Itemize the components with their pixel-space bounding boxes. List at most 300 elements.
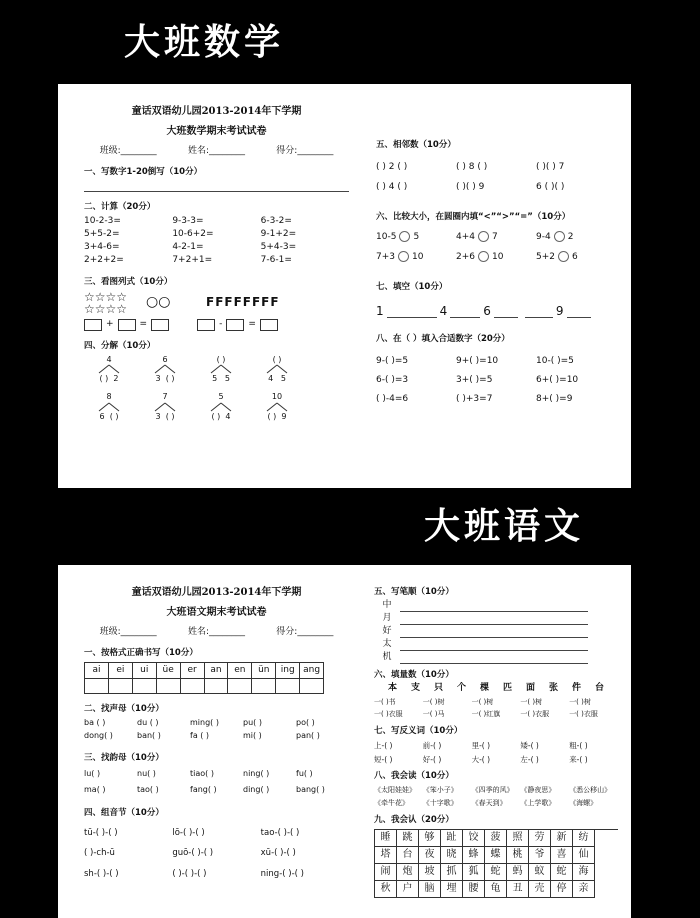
tree-number: 8 <box>106 391 112 401</box>
adjacent-numbers <box>376 158 616 198</box>
finals-row <box>84 766 349 782</box>
measure-item[interactable]: 一( )树 <box>569 698 591 707</box>
reading-list <box>374 784 618 809</box>
finals-item[interactable]: nu( ) <box>137 768 156 778</box>
character-cell: 狐 <box>463 864 485 881</box>
initials-item[interactable]: du ( ) <box>137 717 159 727</box>
character-cell: 壳 <box>529 881 551 898</box>
finals-item[interactable]: ding( ) <box>243 784 270 794</box>
antonym-item[interactable]: 左-( ) <box>520 754 539 764</box>
antonym-item[interactable]: 前-( ) <box>422 741 442 751</box>
fill-item[interactable]: 10-( )=5 <box>536 356 574 367</box>
number-tree <box>84 392 134 421</box>
adjacent-item[interactable]: ( ) 8 ( ) <box>456 162 488 173</box>
initials-item[interactable]: pu( ) <box>243 717 262 727</box>
calc-item: 9-1+2= <box>260 229 297 240</box>
measure-item[interactable]: 一( )树 <box>520 698 543 707</box>
reading-title: 《上学歌》 <box>520 798 556 807</box>
chinese-section-3: 三、找韵母（10分） <box>84 752 164 763</box>
blank[interactable] <box>494 317 518 318</box>
character-cell: 蛇 <box>551 864 573 881</box>
antonym-item[interactable]: 大-( ) <box>471 754 491 764</box>
calc-item: 5+5-2= <box>84 229 120 240</box>
tree-number <box>140 374 190 384</box>
class-field[interactable]: 班级:________ <box>99 146 157 156</box>
compare-row: 7+3 10 2+6 10 5+2 6 <box>376 251 578 262</box>
character-cell: 照 <box>507 830 529 847</box>
character-cell: 够 <box>419 830 441 847</box>
tree-number <box>252 412 302 422</box>
blank[interactable] <box>387 317 437 318</box>
math-school-name: 童话双语幼儿园2013-2014年下学期 <box>131 106 302 117</box>
fill-item[interactable]: 8+( )=9 <box>536 394 573 405</box>
fill-item[interactable]: ( )-4=6 <box>376 394 409 405</box>
number-tree <box>196 355 246 384</box>
measure-word: 支 <box>411 683 421 694</box>
calc-row <box>84 254 349 267</box>
calc-item: 9-3-3= <box>172 216 204 227</box>
initials-row <box>84 730 349 743</box>
equals-sign: = <box>248 319 256 330</box>
character-cell: 菠 <box>485 830 507 847</box>
chinese-student-fields <box>84 627 349 638</box>
stroke-char: 机 <box>382 652 392 663</box>
syllable-row <box>84 843 349 863</box>
character-cell: 埋 <box>441 881 463 898</box>
reading-title: 《牵牛花》 <box>374 798 409 807</box>
fill-item[interactable]: 9-( )=5 <box>376 356 409 367</box>
measure-word: 本 <box>388 683 398 694</box>
tree-number: 5 <box>218 391 224 401</box>
character-cell: 仙 <box>573 847 595 864</box>
math-section-3: 三、看图列式（10分） <box>84 277 173 288</box>
decomposition-row <box>84 355 349 384</box>
initials-item[interactable]: ming( ) <box>190 717 219 727</box>
tree-number: ( ) <box>165 374 175 384</box>
syllable-grid <box>84 823 349 884</box>
compare-grid <box>376 228 616 268</box>
character-cell: 夜 <box>419 847 441 864</box>
finals-item[interactable]: fu( ) <box>296 768 313 778</box>
math-right-column <box>376 140 616 409</box>
class-field[interactable]: 班级:________ <box>99 627 157 637</box>
calc-row <box>84 215 349 228</box>
tree-number: 5 <box>212 374 218 384</box>
fill-item[interactable]: ( )+3=7 <box>456 394 493 405</box>
answer-box[interactable] <box>151 319 169 331</box>
compare-row: 10-5 5 4+4 7 9-4 2 <box>376 231 574 242</box>
math-section-8: 八、在（ ）填入合适数字（20分） <box>376 334 510 345</box>
pinyin-cell: ai <box>85 663 109 678</box>
number-tree <box>196 392 246 421</box>
calc-item: 10-2-3= <box>84 216 121 227</box>
character-cell: 蝶 <box>485 847 507 864</box>
pinyin-writing-grid[interactable] <box>84 679 324 694</box>
pinyin-cell: ün <box>252 663 276 678</box>
syllable-item[interactable]: tū-( )-( ) <box>84 827 118 838</box>
syllable-item[interactable]: lō-( )-( ) <box>172 827 205 838</box>
math-section-1: 一、写数字1-20倒写（10分） <box>84 166 203 177</box>
character-cell: 趾 <box>441 830 463 847</box>
character-cell: 饺 <box>463 830 485 847</box>
answer-box[interactable] <box>260 319 278 331</box>
tree-number: 3 <box>155 411 161 421</box>
math-banner: 大班数学 <box>124 21 285 63</box>
character-cell: 蛇 <box>485 864 507 881</box>
chinese-right-column <box>374 587 618 898</box>
finals-row <box>84 782 349 798</box>
math-section-7: 七、填空（10分） <box>376 281 448 292</box>
calc-item: 5+4-3= <box>260 242 297 253</box>
finals-item[interactable]: ning( ) <box>243 768 270 778</box>
initials-grid <box>84 717 349 743</box>
writing-line[interactable] <box>400 625 588 638</box>
score-field[interactable]: 得分:________ <box>276 627 334 637</box>
syllable-row <box>84 823 349 843</box>
antonym-item[interactable]: 来-( ) <box>569 754 588 764</box>
stroke-char: 太 <box>382 639 392 650</box>
compare-circle[interactable] <box>554 231 565 242</box>
character-cell: 亲 <box>573 881 595 898</box>
tree-number: 6 <box>99 411 105 421</box>
measure-item[interactable]: 一( )书 <box>374 698 396 707</box>
calc-item: 7+2+1= <box>172 255 213 266</box>
answer-box[interactable] <box>118 319 136 331</box>
chinese-section-6: 六、填量数（10分） <box>374 670 454 681</box>
number-tree <box>252 392 302 421</box>
character-cell: 海 <box>573 864 595 881</box>
pinyin-cell: ui <box>133 663 157 678</box>
tree-number <box>196 412 246 422</box>
chinese-section-8: 八、我会读（10分） <box>374 771 454 782</box>
finals-item[interactable]: fang( ) <box>190 784 217 794</box>
character-cell: 蚁 <box>529 864 551 881</box>
fill-item[interactable]: 6+( )=10 <box>536 375 579 386</box>
character-cell: 喜 <box>551 847 573 864</box>
chinese-section-7: 七、写反义词（10分） <box>374 725 463 736</box>
chinese-section-4: 四、组音节（10分） <box>84 807 164 818</box>
writing-line[interactable] <box>400 651 588 664</box>
reading-title: 《春天到》 <box>471 798 507 807</box>
character-cell: 停 <box>551 881 573 898</box>
character-cell: 丑 <box>507 881 529 898</box>
antonym-item[interactable]: 上-( ) <box>374 741 393 751</box>
character-cell: 桃 <box>507 847 529 864</box>
adjacent-item[interactable]: ( )( ) 9 <box>456 181 485 192</box>
compare-circle[interactable] <box>399 231 410 242</box>
finals-item[interactable]: ma( ) <box>84 784 106 794</box>
tree-number: 7 <box>162 391 168 401</box>
syllable-item[interactable]: ( )-ch-ū <box>84 848 115 859</box>
reading-title: 《十字歌》 <box>422 798 458 807</box>
antonym-item[interactable]: 矮-( ) <box>520 741 539 751</box>
measure-grid <box>374 697 618 721</box>
fill-row <box>376 371 616 390</box>
writing-line[interactable] <box>400 638 588 651</box>
tree-number: 4 <box>106 354 112 364</box>
fill-row <box>376 352 616 371</box>
apple-icons: ○○ <box>146 294 171 311</box>
finals-item[interactable]: bang( ) <box>296 784 325 794</box>
character-grid <box>374 829 618 898</box>
antonym-row <box>374 753 618 767</box>
picture-equation <box>84 291 349 315</box>
measure-word: 匹 <box>503 683 513 694</box>
calc-grid <box>84 215 349 267</box>
chinese-section-5: 五、写笔顺（10分） <box>374 587 454 597</box>
stroke-char: 中 <box>382 600 392 611</box>
finals-item[interactable]: tao( ) <box>137 784 159 794</box>
reading-row <box>374 784 618 797</box>
character-cell: 坡 <box>419 864 441 881</box>
equation-boxes <box>84 319 349 331</box>
calc-item: 2+2+2= <box>84 255 124 266</box>
tree-number <box>252 374 302 384</box>
syllable-row <box>84 864 349 884</box>
adjacent-item[interactable]: 6 ( )( ) <box>536 181 565 192</box>
calc-item: 6-3-2= <box>260 216 292 227</box>
initials-item[interactable]: fa ( ) <box>190 730 210 740</box>
tree-number: ( ) <box>272 354 282 364</box>
fill-item[interactable]: 9+( )=10 <box>456 356 499 367</box>
math-left-column <box>84 106 349 421</box>
stroke-order-list <box>374 599 618 664</box>
pinyin-cell: an <box>205 663 229 678</box>
math-section-4: 四、分解（10分） <box>84 340 156 351</box>
measure-word: 面 <box>526 683 536 694</box>
stroke-char: 好 <box>382 626 392 637</box>
minus-sign: - <box>219 319 223 330</box>
measure-item[interactable]: 一( )树 <box>471 698 494 707</box>
score-field[interactable]: 得分:________ <box>276 146 334 156</box>
adjacent-row <box>376 178 616 198</box>
reading-title: 《悉公移山》 <box>569 786 612 795</box>
initials-item[interactable]: dong( ) <box>84 730 113 740</box>
syllable-item[interactable]: ( )-( )-( ) <box>172 868 207 879</box>
tree-number: 2 <box>113 374 119 384</box>
reading-title: 《四季的风》 <box>471 786 514 795</box>
syllable-item[interactable]: guō-( )-( ) <box>172 848 214 859</box>
character-cell: 跳 <box>397 830 419 847</box>
math-section-6: 六、比较大小，在圆圈内填“<”“>”“=”（10分） <box>376 211 571 222</box>
chinese-left-column <box>84 587 349 884</box>
character-cell: 新 <box>551 830 573 847</box>
number-tree <box>140 355 190 384</box>
fill-grid <box>376 352 616 409</box>
tree-number: 10 <box>271 391 283 401</box>
measure-item[interactable]: 一( )衣服 <box>569 710 598 719</box>
character-cell: 龟 <box>485 881 507 898</box>
tree-number <box>84 412 134 422</box>
reading-title: 《海螺》 <box>569 798 598 807</box>
tree-number: ( ) <box>99 374 109 384</box>
fill-item[interactable]: 6-( )=3 <box>376 375 409 386</box>
compare-circle[interactable] <box>478 231 489 242</box>
measure-item[interactable]: 一( )衣服 <box>374 710 403 719</box>
math-section-2: 二、计算（20分） <box>84 201 156 212</box>
calc-row <box>84 228 349 241</box>
syllable-item[interactable]: sh-( )-( ) <box>84 868 119 879</box>
number-tree <box>252 355 302 384</box>
blank[interactable] <box>525 317 553 318</box>
answer-line[interactable] <box>84 177 349 192</box>
character-cell: 户 <box>397 881 419 898</box>
measure-word-bank <box>374 683 618 694</box>
character-cell: 脑 <box>419 881 441 898</box>
antonym-row <box>374 739 618 753</box>
character-cell: 爷 <box>529 847 551 864</box>
tree-number <box>84 374 134 384</box>
equals-sign: = <box>139 319 148 330</box>
tree-number <box>196 374 246 384</box>
measure-row <box>374 697 618 709</box>
writing-line[interactable] <box>400 612 588 625</box>
syllable-item[interactable]: xū-( )-( ) <box>260 848 296 859</box>
initials-row <box>84 717 349 730</box>
antonym-item[interactable]: 粗-( ) <box>569 741 588 751</box>
answer-box[interactable] <box>226 319 244 331</box>
calc-row <box>84 241 349 254</box>
compare-circle[interactable] <box>478 251 489 262</box>
finals-grid <box>84 766 349 798</box>
tree-number: ( ) <box>165 411 175 421</box>
chinese-section-9: 九、我会认（20分） <box>374 814 454 825</box>
tree-number: 4 <box>268 374 274 384</box>
calc-item: 3+4-6= <box>84 242 120 253</box>
antonym-item[interactable]: 短-( ) <box>374 754 393 764</box>
tree-number: ( ) <box>211 411 221 421</box>
stroke-char: 月 <box>382 613 392 624</box>
compare-circle[interactable] <box>398 251 409 262</box>
math-student-fields <box>84 146 349 157</box>
character-cell: 腰 <box>463 881 485 898</box>
character-cell: 蜂 <box>463 847 485 864</box>
adjacent-item[interactable]: ( )( ) 7 <box>536 162 565 173</box>
math-section-5: 五、相邻数（10分） <box>376 140 456 150</box>
character-cell: 劳 <box>529 830 551 847</box>
number-tree <box>140 392 190 421</box>
plus-sign: + <box>106 319 114 330</box>
character-cell: 纺 <box>573 830 595 847</box>
calc-item: 10-6+2= <box>172 229 214 240</box>
reading-row <box>374 797 618 810</box>
name-field[interactable]: 姓名:________ <box>187 627 246 637</box>
pinyin-cell: en <box>228 663 252 678</box>
math-exam-sheet <box>58 84 631 488</box>
blank[interactable] <box>567 317 591 318</box>
tree-number: ( ) <box>216 354 226 364</box>
star-icons: ☆☆☆☆ <box>84 301 128 316</box>
tree-number: 4 <box>225 411 231 421</box>
antonym-item[interactable]: 里-( ) <box>471 741 491 751</box>
tree-number: 5 <box>224 374 230 384</box>
writing-line[interactable] <box>400 599 588 612</box>
decomposition-row <box>84 392 349 421</box>
pinyin-cell: üe <box>157 663 181 678</box>
math-exam-title: 大班数学期末考试试卷 <box>166 126 267 137</box>
adjacent-row <box>376 158 616 178</box>
calc-item: 4-2-1= <box>172 242 204 253</box>
compare-circle[interactable] <box>558 251 569 262</box>
syllable-item[interactable]: ning-( )-( ) <box>260 868 304 879</box>
measure-item[interactable]: 一( )衣服 <box>520 710 550 719</box>
finals-item[interactable]: tiao( ) <box>190 768 214 778</box>
character-cell: 炮 <box>397 864 419 881</box>
measure-item[interactable]: 一( )红旗 <box>471 710 501 719</box>
measure-word: 只 <box>434 683 444 694</box>
initials-item[interactable]: ba ( ) <box>84 717 106 727</box>
antonym-item[interactable]: 好-( ) <box>422 754 442 764</box>
chinese-section-1: 一、按格式正确书写（10分） <box>84 647 198 658</box>
star-icons: ☆☆☆☆ <box>84 289 128 304</box>
adjacent-item[interactable]: ( ) 2 ( ) <box>376 162 408 173</box>
tree-number: 6 <box>162 354 168 364</box>
character-cell: 塔 <box>375 847 397 864</box>
pinyin-cell: ei <box>109 663 133 678</box>
blank[interactable] <box>450 317 480 318</box>
measure-word: 件 <box>572 683 582 694</box>
measure-word: 个 <box>457 683 467 694</box>
tree-number: 9 <box>281 411 287 421</box>
character-cell: 秋 <box>375 881 397 898</box>
tree-number <box>140 412 190 422</box>
pinyin-cell: ing <box>276 663 300 678</box>
pinyin-grid <box>84 662 324 679</box>
finals-item[interactable]: lu( ) <box>84 768 101 778</box>
measure-item[interactable]: 一( )马 <box>422 710 445 719</box>
initials-item[interactable]: mi( ) <box>243 730 262 740</box>
chinese-school-name: 童话双语幼儿园2013-2014年下学期 <box>131 587 302 598</box>
chinese-banner: 大班语文 <box>424 505 585 547</box>
measure-item[interactable]: 一( )树 <box>422 698 445 707</box>
initials-item[interactable]: ban( ) <box>137 730 161 740</box>
character-cell: 闹 <box>375 864 397 881</box>
chinese-section-2: 二、找声母（10分） <box>84 703 164 714</box>
number-tree <box>84 355 134 384</box>
name-field[interactable]: 姓名:________ <box>187 146 246 156</box>
tree-number: 3 <box>155 374 161 384</box>
fill-item[interactable]: 3+( )=5 <box>456 375 493 386</box>
number-sequence: 1 4 6 9 <box>376 304 616 318</box>
tree-number: 5 <box>280 374 286 384</box>
measure-word: 棵 <box>480 683 490 694</box>
character-cell: 蚂 <box>507 864 529 881</box>
pinyin-cell: er <box>181 663 205 678</box>
measure-word: 台 <box>595 683 605 694</box>
character-cell: 晓 <box>441 847 463 864</box>
character-cell: 睡 <box>375 830 397 847</box>
chinese-exam-title: 大班语文期末考试试卷 <box>166 607 267 618</box>
reading-title: 《静夜思》 <box>520 786 556 795</box>
reading-title: 《笨小子》 <box>422 786 458 795</box>
initials-item[interactable]: po( ) <box>296 717 315 727</box>
reading-title: 《太阳娃娃》 <box>374 786 416 795</box>
character-cell: 抓 <box>441 864 463 881</box>
initials-item[interactable]: pan( ) <box>296 730 320 740</box>
calc-item: 7-6-1= <box>260 255 292 266</box>
answer-box[interactable] <box>84 319 102 331</box>
measure-word: 张 <box>549 683 559 694</box>
adjacent-item[interactable]: ( ) 4 ( ) <box>376 181 408 192</box>
fill-row <box>376 390 616 409</box>
measure-row <box>374 709 618 721</box>
syllable-item[interactable]: tao-( )-( ) <box>260 827 300 838</box>
flag-icons: FFFFFFFF <box>206 295 280 310</box>
antonym-grid <box>374 739 618 766</box>
tree-number: ( ) <box>109 411 119 421</box>
answer-box[interactable] <box>197 319 215 331</box>
chinese-exam-sheet <box>58 565 631 918</box>
